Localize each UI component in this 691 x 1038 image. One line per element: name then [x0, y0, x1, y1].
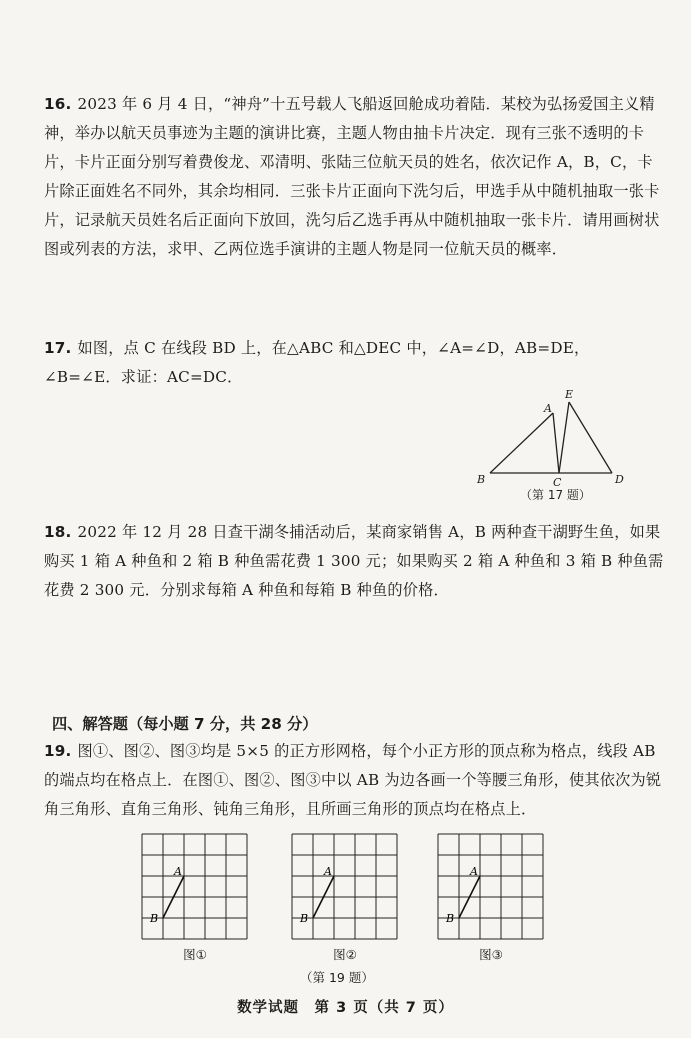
- section-heading: 四、解答题（每小题 7 分，共 28 分）: [52, 715, 318, 733]
- question-16: [44, 90, 664, 264]
- point-label-C: C: [553, 476, 562, 489]
- point-label-D: D: [615, 473, 624, 486]
- grid: [290, 832, 400, 942]
- page-footer: 数学试题 第 3 页（共 7 页）: [237, 1000, 454, 1016]
- figure-17: [465, 385, 645, 505]
- point-label-B: B: [150, 912, 159, 925]
- grid: [140, 832, 250, 942]
- point-label-B: B: [477, 473, 486, 486]
- figure-label: 图③: [479, 947, 503, 962]
- question-19: [44, 737, 664, 824]
- question-number: 16.: [44, 95, 72, 113]
- point-label-E: E: [565, 388, 574, 401]
- grid-figure-3: [436, 832, 546, 972]
- point-label-A: A: [470, 865, 478, 878]
- point-label-A: A: [544, 402, 552, 415]
- question-text: 图①、图②、图③均是 5×5 的正方形网格，每个小正方形的顶点称为格点，线段 AB 的端点均在格点上．在图①、图②、图③中以 AB 为边各画一个等腰三角形，使其依次为锐角三角形、直角三角形、钝角三角形，且所画三角形的顶点均在格点上．: [44, 742, 662, 818]
- point-label-B: B: [446, 912, 455, 925]
- grid-figure-1: [140, 832, 250, 972]
- figure-caption: （第 19 题）: [300, 970, 374, 985]
- figure-label: 图②: [333, 947, 357, 962]
- question-number: 18.: [44, 523, 72, 541]
- question-18: [44, 518, 664, 605]
- question-number: 19.: [44, 742, 72, 760]
- grid-figures: [140, 832, 560, 972]
- question-text: 如图，点 C 在线段 BD 上，在△ABC 和△DEC 中，∠A=∠D，AB=DE，∠B=∠E．求证：AC=DC．: [44, 339, 590, 386]
- point-label-A: A: [324, 865, 332, 878]
- question-17: [44, 334, 664, 392]
- question-number: 17.: [44, 339, 72, 357]
- question-text: 2022 年 12 月 28 日查干湖冬捕活动后，某商家销售 A，B 两种查干湖野生鱼，如果购买 1 箱 A 种鱼和 2 箱 B 种鱼需花费 1 300 元；如果购买 2 箱 A 种鱼和 3 箱 B 种鱼需花费 2 300 元．分别求每箱 A 种鱼和每箱 B 种鱼的价格．: [44, 523, 664, 599]
- figure-caption: （第 17 题）: [520, 488, 591, 502]
- grid: [436, 832, 546, 942]
- figure-label: 图①: [183, 947, 207, 962]
- question-text: 2023 年 6 月 4 日，“神舟”十五号载人飞船返回舱成功着陆．某校为弘扬爱国主义精神，举办以航天员事迹为主题的演讲比赛，主题人物由抽卡片决定．现有三张不透明的卡片，卡片正面分别写着费俊龙、邓清明、张陆三位航天员的姓名，依次记作 A，B，C，卡片除正面姓名不同外，其余均相同．三张卡片正面向下洗匀后，甲选手从中随机抽取一张卡片，记录航天员姓名后正面向下放回，洗匀后乙选手再从中随机抽取一张卡片．请用画树状图或列表的方法，求甲、乙两位选手演讲的主题人物是同一位航天员的概率．: [44, 95, 660, 258]
- point-label-A: A: [174, 865, 182, 878]
- point-label-B: B: [300, 912, 309, 925]
- grid-figure-2: [290, 832, 400, 972]
